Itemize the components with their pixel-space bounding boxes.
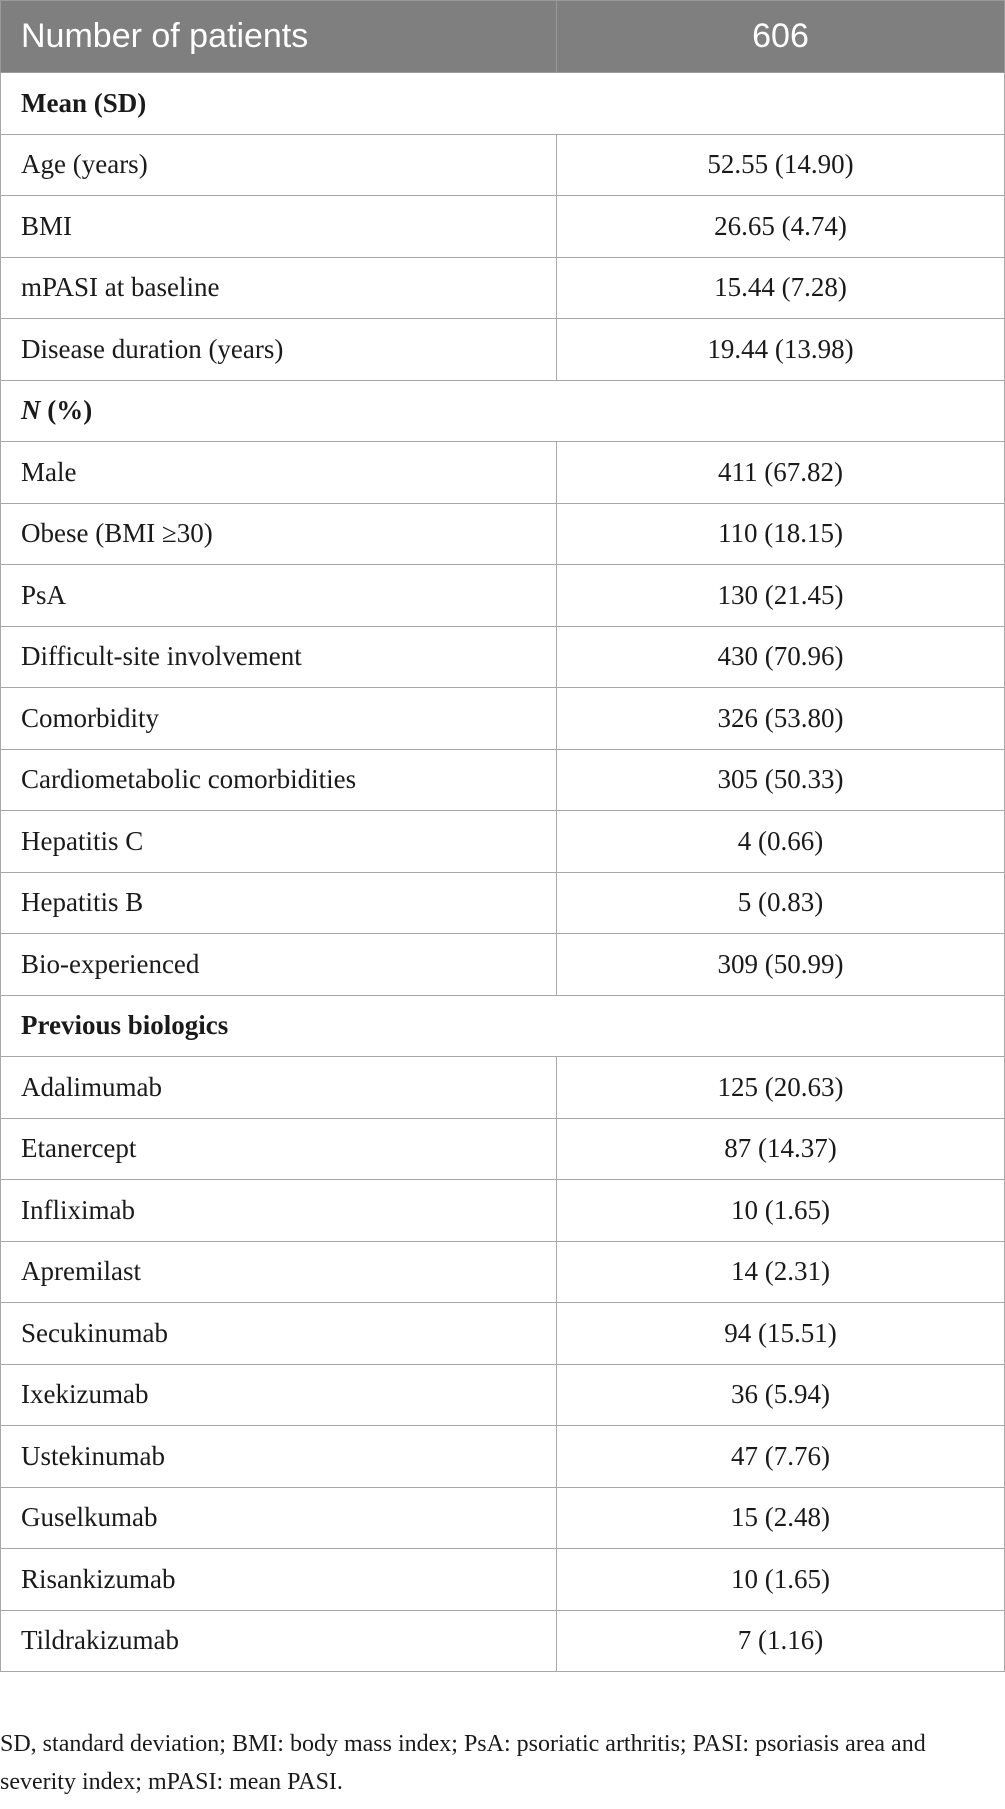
row-label: Risankizumab — [1, 1549, 557, 1611]
row-label: Difficult-site involvement — [1, 626, 557, 688]
table-row — [1, 688, 1005, 750]
table-row — [1, 934, 1005, 996]
section-title — [1, 380, 1005, 442]
row-label: Ixekizumab — [1, 1364, 557, 1426]
table-row — [1, 811, 1005, 873]
header-value: 606 — [557, 1, 1005, 73]
row-value: 130 (21.45) — [557, 565, 1005, 627]
row-label: Infliximab — [1, 1180, 557, 1242]
section-row-mean-sd — [1, 73, 1005, 135]
table-row — [1, 1610, 1005, 1672]
section-title: Previous biologics — [1, 995, 1005, 1057]
row-value: 14 (2.31) — [557, 1241, 1005, 1303]
row-label: Adalimumab — [1, 1057, 557, 1119]
row-label: Hepatitis C — [1, 811, 557, 873]
row-label: Tildrakizumab — [1, 1610, 557, 1672]
row-value: 5 (0.83) — [557, 872, 1005, 934]
row-value: 47 (7.76) — [557, 1426, 1005, 1488]
row-label: Age (years) — [1, 134, 557, 196]
section-title-italic: N — [21, 395, 41, 426]
row-value: 36 (5.94) — [557, 1364, 1005, 1426]
table-row — [1, 1180, 1005, 1242]
row-value: 15.44 (7.28) — [557, 257, 1005, 319]
table-row — [1, 1118, 1005, 1180]
table-row — [1, 872, 1005, 934]
row-value: 326 (53.80) — [557, 688, 1005, 750]
row-value: 4 (0.66) — [557, 811, 1005, 873]
row-value: 87 (14.37) — [557, 1118, 1005, 1180]
row-value: 411 (67.82) — [557, 442, 1005, 504]
row-value: 309 (50.99) — [557, 934, 1005, 996]
row-value: 110 (18.15) — [557, 503, 1005, 565]
table-row — [1, 749, 1005, 811]
row-value: 15 (2.48) — [557, 1487, 1005, 1549]
table-row — [1, 503, 1005, 565]
row-label: Ustekinumab — [1, 1426, 557, 1488]
table-row — [1, 196, 1005, 258]
table-row — [1, 1241, 1005, 1303]
row-label: PsA — [1, 565, 557, 627]
row-label: Etanercept — [1, 1118, 557, 1180]
row-value: 26.65 (4.74) — [557, 196, 1005, 258]
row-value: 10 (1.65) — [557, 1180, 1005, 1242]
table-row — [1, 134, 1005, 196]
row-label: mPASI at baseline — [1, 257, 557, 319]
table-row — [1, 626, 1005, 688]
row-value: 94 (15.51) — [557, 1303, 1005, 1365]
table-row — [1, 319, 1005, 381]
row-label: Guselkumab — [1, 1487, 557, 1549]
table-row — [1, 1057, 1005, 1119]
row-label: Apremilast — [1, 1241, 557, 1303]
section-row-n-percent — [1, 380, 1005, 442]
table-row — [1, 1549, 1005, 1611]
section-row-previous-biologics — [1, 995, 1005, 1057]
row-label: Obese (BMI ≥30) — [1, 503, 557, 565]
row-label: Cardiometabolic comorbidities — [1, 749, 557, 811]
table-row — [1, 257, 1005, 319]
row-value: 305 (50.33) — [557, 749, 1005, 811]
table-row — [1, 1487, 1005, 1549]
table-row — [1, 565, 1005, 627]
row-value: 430 (70.96) — [557, 626, 1005, 688]
row-label: Male — [1, 442, 557, 504]
header-label: Number of patients — [1, 1, 557, 73]
row-label: BMI — [1, 196, 557, 258]
table-row — [1, 1426, 1005, 1488]
row-label: Bio-experienced — [1, 934, 557, 996]
table-row — [1, 1303, 1005, 1365]
section-title-rest: (%) — [40, 395, 93, 426]
section-title: Mean (SD) — [1, 73, 1005, 135]
row-value: 7 (1.16) — [557, 1610, 1005, 1672]
row-value: 10 (1.65) — [557, 1549, 1005, 1611]
table-footnote: SD, standard deviation; BMI: body mass index; PsA: psoriatic arthritis; PASI: psoriasis area and severity index; mPASI: mean PASI. — [0, 1731, 926, 1795]
row-label: Secukinumab — [1, 1303, 557, 1365]
table-row — [1, 442, 1005, 504]
row-label: Disease duration (years) — [1, 319, 557, 381]
table-row — [1, 1364, 1005, 1426]
table-header-row — [1, 1, 1005, 73]
row-label: Comorbidity — [1, 688, 557, 750]
row-value: 19.44 (13.98) — [557, 319, 1005, 381]
row-value: 52.55 (14.90) — [557, 134, 1005, 196]
row-label: Hepatitis B — [1, 872, 557, 934]
row-value: 125 (20.63) — [557, 1057, 1005, 1119]
